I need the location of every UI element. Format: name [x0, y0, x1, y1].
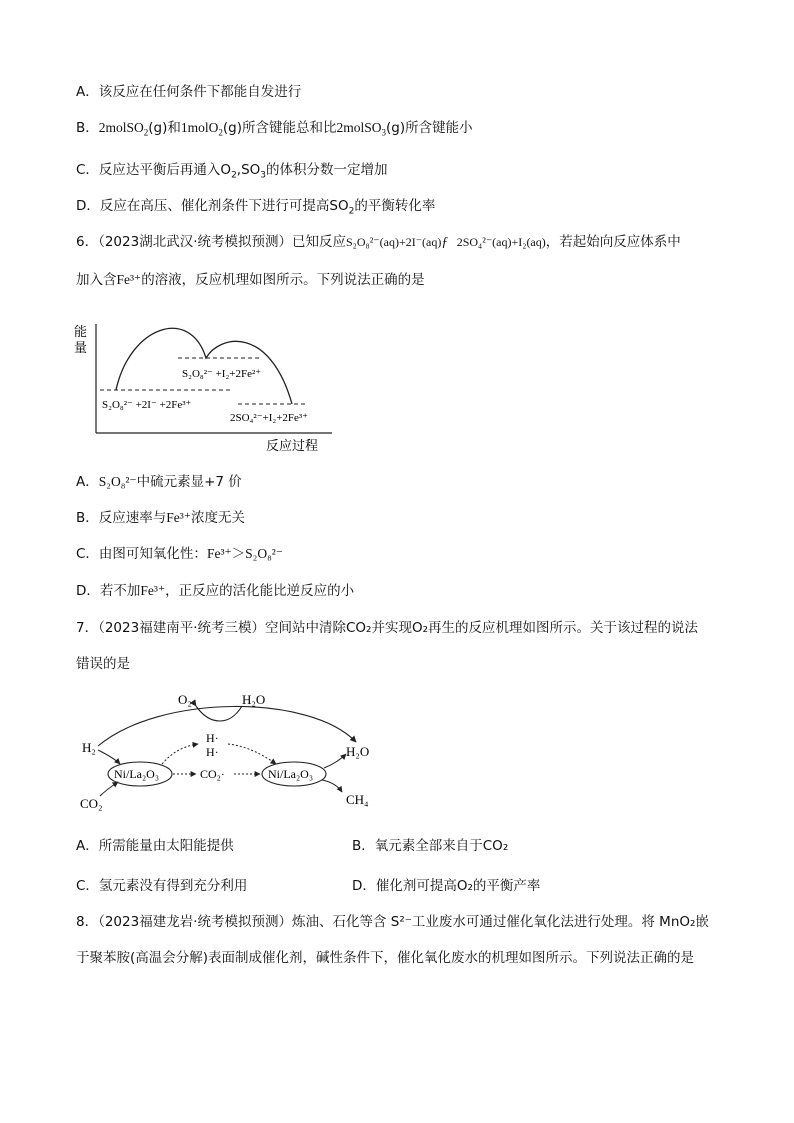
- dotted-arrow-1: [162, 744, 198, 764]
- energy-curve: [116, 328, 292, 404]
- h2-arrow: [98, 750, 120, 764]
- label-h2o-top: H₂O: [242, 692, 266, 707]
- label-o2: O₂: [178, 692, 192, 707]
- q8-stem-line2: 于聚苯胺(高温会分解)表面制成催化剂，碱性条件下，催化氧化废水的机理如图所示。下列说法正确的是: [76, 950, 695, 966]
- q6-option-c: C．由图可知氧化性：Fe³⁺＞S₂O₈²⁻: [76, 546, 283, 562]
- q5-option-b-so2: 2molSO$_2$: [98, 120, 149, 138]
- q7-option-a: A．所需能量由太阳能提供: [76, 838, 234, 854]
- q5-option-a: A．该反应在任何条件下都能自发进行: [76, 84, 302, 100]
- co2-arrow: [100, 782, 118, 796]
- q8-stem-line1: 8．（2023福建龙岩·统考模拟预测）炼油、石化等含 S²⁻工业废水可通过催化氧化法进行处理。将 MnO₂嵌: [76, 914, 709, 930]
- q5-option-b-text3: (g)所含键能小: [386, 120, 473, 136]
- label-h2o-right: H₂O: [346, 744, 370, 759]
- q7-mechanism-diagram: [70, 684, 390, 814]
- ylabel-2: 量: [74, 340, 88, 355]
- label-h-dot-2: H·: [206, 745, 219, 759]
- q5-option-c: C．反应达平衡后再通入$O_2,SO_3$的体积分数一定增加: [76, 162, 388, 181]
- q5-option-b-o2: 1molO$_2$: [180, 120, 223, 138]
- q6-equation-right: 2SO₄²⁻(aq)+I₂(aq): [456, 235, 546, 249]
- q5-option-b-so3: 2molSO$_3$: [336, 120, 387, 138]
- q5-option-b-prefix: B．: [76, 120, 99, 136]
- q5-option-b-text1: (g)和: [148, 120, 181, 136]
- q7-option-b: B．氧元素全部来自于CO₂: [352, 838, 509, 854]
- q7-stem-line2: 错误的是: [76, 656, 130, 672]
- label-co2: CO₂: [80, 796, 103, 811]
- dotted-arrow-2: [228, 744, 276, 764]
- h2o-output-arrow: [324, 754, 346, 768]
- q6-stem-line1: 6．（2023湖北武汉·统考模拟预测）已知反应S₂O₈²⁻(aq)+2I⁻(aq)ƒ 2SO₄²⁻(aq)+I₂(aq)，若起始向反应体系中: [76, 234, 681, 250]
- q6-stem-line2: 加入含Fe³⁺的溶液，反应机理如图所示。下列说法正确的是: [76, 272, 425, 288]
- ylabel-1: 能: [74, 324, 88, 339]
- q6-option-d: D．若不加Fe³⁺，正反应的活化能比逆反应的小: [76, 583, 355, 599]
- q6-energy-diagram: [70, 316, 340, 456]
- mid-label: S₂O₈²⁻ +I₂+2Fe²⁺: [182, 368, 262, 380]
- q6-equilibrium-symbol: ƒ: [441, 234, 449, 249]
- label-h-dot-1: H·: [206, 731, 219, 745]
- q7-stem-line1: 7．（2023福建南平·统考三模）空间站中清除CO₂并实现O₂再生的反应机理如图所示。关于该过程的说法: [76, 620, 698, 636]
- xlabel: 反应过程: [266, 439, 319, 454]
- ch4-output-arrow: [322, 780, 342, 792]
- label-co2-dot: CO₂·: [200, 767, 225, 781]
- q5-option-d: D．反应在高压、催化剂条件下进行可提高$SO_2$的平衡转化率: [76, 198, 436, 217]
- label-h2: H₂: [82, 740, 96, 755]
- label-cat-1: Ni/La₂O₃: [114, 767, 160, 781]
- q7-option-c: C．氢元素没有得到充分利用: [76, 878, 248, 894]
- q5-option-b-text2: (g)所含键能总和比: [222, 120, 337, 136]
- q5-option-b: [76, 118, 473, 138]
- q7-option-d: D．催化剂可提高O₂的平衡产率: [352, 878, 541, 894]
- q6-equation-left: S₂O₈²⁻(aq)+2I⁻(aq): [346, 235, 442, 249]
- h2-to-h2o-arc: [98, 706, 356, 746]
- right-label: 2SO₄²⁻+I₂+2Fe³⁺: [230, 412, 309, 424]
- q6-option-b: B．反应速率与Fe³⁺浓度无关: [76, 510, 245, 526]
- label-cat-2: Ni/La₂O₃: [268, 767, 314, 781]
- label-ch4: CH₄: [346, 792, 369, 807]
- q6-option-a: A．S₂O₈²⁻中硫元素显+7 价: [76, 474, 242, 490]
- left-label: S₂O₈²⁻ +2I⁻ +2Fe³⁺: [102, 399, 192, 411]
